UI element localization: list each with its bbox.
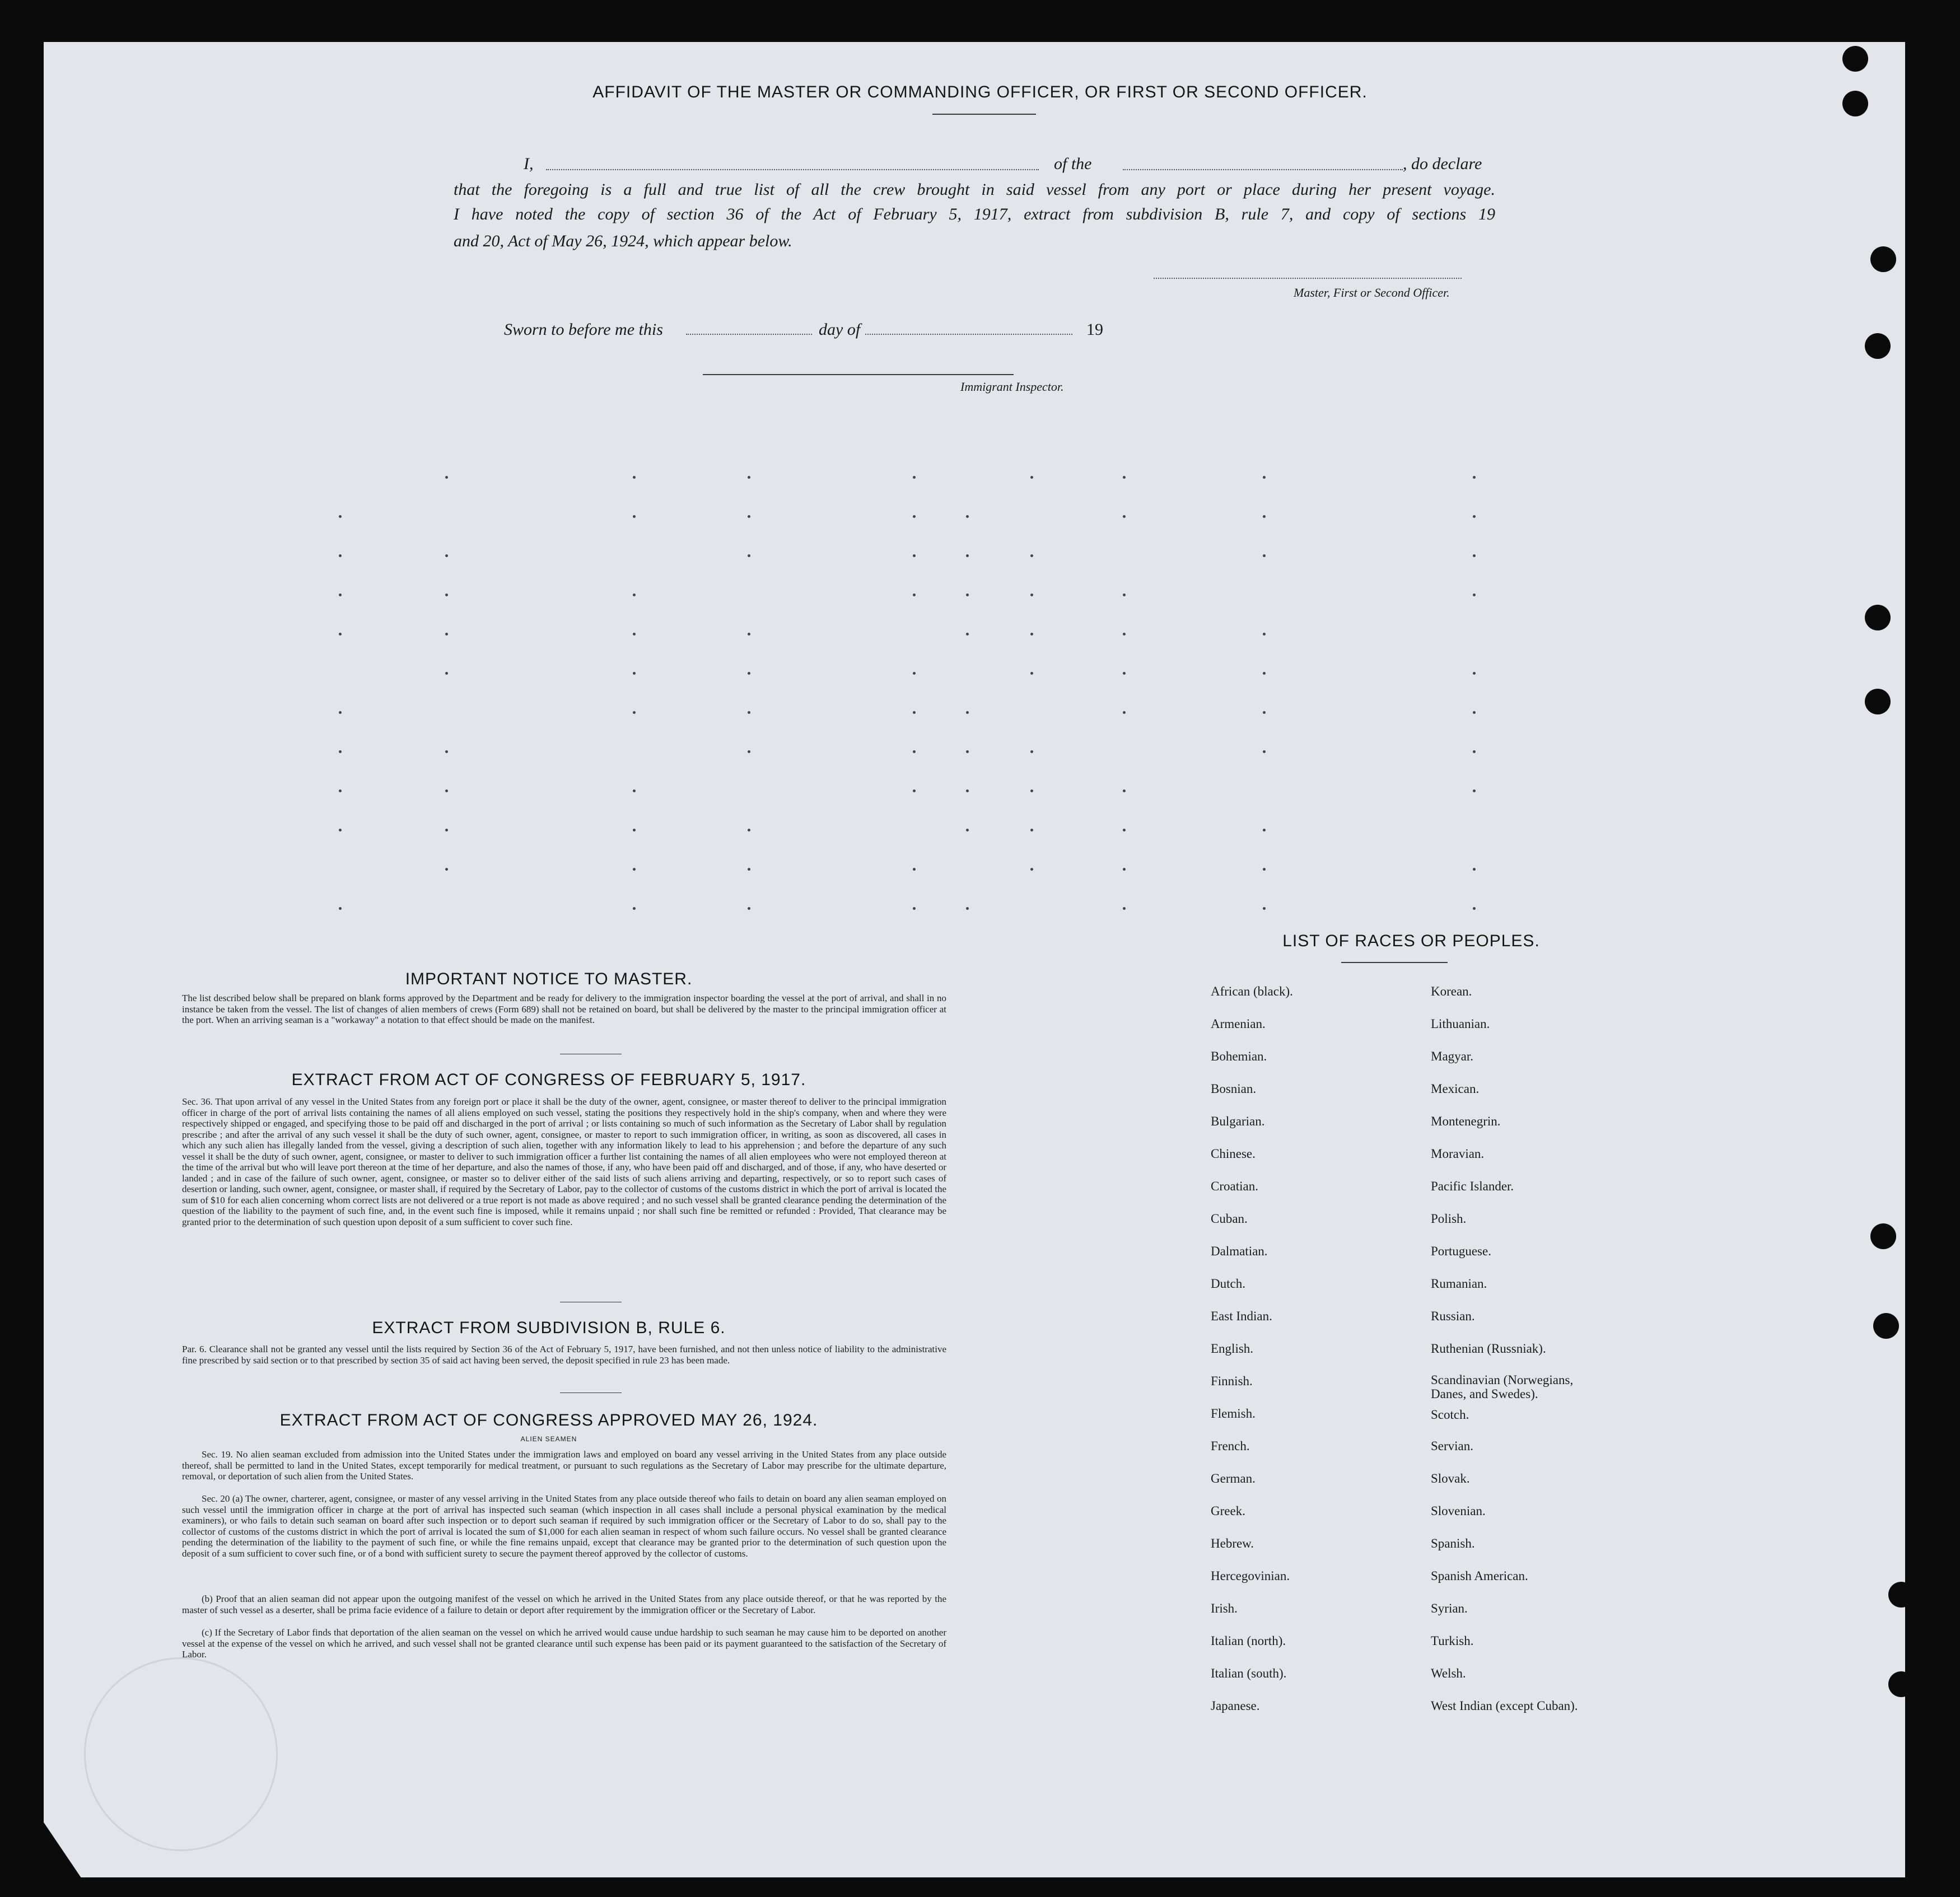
race-item: Dutch. (1211, 1277, 1245, 1291)
form-dot (966, 750, 969, 753)
form-dot (633, 907, 636, 910)
form-dot (1473, 907, 1476, 910)
form-dot (1263, 750, 1266, 753)
form-dot (1123, 907, 1126, 910)
race-item: Russian. (1431, 1309, 1475, 1323)
race-item: Scandinavian (Norwegians, Danes, and Swedes). (1431, 1373, 1574, 1401)
race-item: Servian. (1431, 1439, 1474, 1453)
affidavit-title: AFFIDAVIT OF THE MASTER OR COMMANDING OFFICER, OR FIRST OR SECOND OFFICER. (592, 83, 1368, 101)
form-dot (1473, 750, 1476, 753)
form-dot (966, 515, 969, 518)
day-fill-line[interactable] (686, 334, 812, 335)
month-fill-line[interactable] (865, 334, 1072, 335)
races-divider (1341, 962, 1448, 963)
race-item: Welsh. (1431, 1666, 1466, 1680)
form-dot (748, 554, 750, 557)
race-item: Italian (south). (1211, 1666, 1287, 1680)
race-item: Hercegovinian. (1211, 1569, 1290, 1583)
form-dot (1263, 515, 1266, 518)
form-dot (1263, 633, 1266, 636)
form-dot (633, 594, 636, 596)
affidavit-line-4: and 20, Act of May 26, 1924, which appear below. (454, 232, 792, 250)
extract-1917-body: Sec. 36. That upon arrival of any vessel in the United States from any foreign port or place it shall be the duty of the owner, agent, consignee, or master thereof to deliver to the principal immigration officer in charge of the port of arrival lists containing the names of all aliens employed on such vessel, stating the positions they respectively hold in the ship's company, when and where they were respectively shipped or engaged, and specifying those to be paid off and discharged in the port of arrival ; or lists containing so much of such information as the Secretary of Labor shall by regulation prescribe ; and after the arrival of any such vessel it shall be the duty of such owner, agent, consignee, or master to report to such immigration officer, in writing, as soon as discovered, all cases in which any such alien has illegally landed from the vessel, giving a description of such alien, together with any information likely to lead to his apprehension ; and before the departure of any such vessel it shall be the duty of such owner, agent, consignee, or master to deliver to such immigration officer a further list containing the names of all alien employees who were not employed thereon at the time of the arrival but who will leave port thereon at the time of her departure, and also the names of those, if any, who have been paid off and discharged, and of those, if any, who have deserted or landed ; and in case of the failure of such owner, agent, consignee, or master so to deliver either of the said lists of such aliens arriving and departing, respectively, or so to report such cases of desertion or landing, such owner, agent, consignee, or master shall, if required by the Secretary of Labor, pay to the collector of customs of the customs district in which the port of arrival is located the sum of $10 for each alien concerning whom correct lists are not delivered or a true report is not made as above required ; and no such vessel shall be granted clearance pending the determination of the question of the liability to the payment of such fine, and, in the event such fine is imposed, while it remains unpaid ; nor shall such fine be remitted or refunded : Provided, That clearance may be granted prior to the determination of such question upon deposit of a sum sufficient to cover such fine. (182, 1096, 946, 1227)
form-dot (913, 711, 916, 714)
punch-hole (1870, 246, 1896, 272)
form-dot (339, 750, 342, 753)
race-item: Greek. (1211, 1504, 1245, 1518)
form-dot (339, 711, 342, 714)
race-item: Flemish. (1211, 1407, 1256, 1421)
extract-1924-subtitle: ALIEN SEAMEN (520, 1435, 577, 1443)
signature-line[interactable] (1154, 278, 1462, 279)
race-item: Pacific Islander. (1431, 1179, 1514, 1193)
sworn-year: 19 (1086, 320, 1103, 339)
embossed-seal (84, 1657, 278, 1851)
race-item: Irish. (1211, 1601, 1238, 1615)
form-dot (748, 672, 750, 675)
form-dot (1030, 750, 1033, 753)
race-item: French. (1211, 1439, 1250, 1453)
form-dot (1473, 868, 1476, 871)
form-dot (1030, 829, 1033, 831)
form-dot (748, 907, 750, 910)
race-item: Hebrew. (1211, 1536, 1254, 1550)
form-dot (1263, 672, 1266, 675)
race-item: Bulgarian. (1211, 1114, 1265, 1128)
form-dot (1030, 554, 1033, 557)
form-dot (913, 907, 916, 910)
form-dot (913, 789, 916, 792)
form-dot (633, 711, 636, 714)
form-dot (445, 633, 448, 636)
race-item: German. (1211, 1471, 1256, 1485)
form-dot (966, 554, 969, 557)
form-dot (1123, 711, 1126, 714)
form-dot (339, 515, 342, 518)
race-item: Bosnian. (1211, 1082, 1257, 1096)
race-item: Montenegrin. (1431, 1114, 1501, 1128)
form-dot (633, 829, 636, 831)
form-dot (1123, 476, 1126, 479)
form-dot (1473, 554, 1476, 557)
race-item: Rumanian. (1431, 1277, 1487, 1291)
form-dot (1263, 868, 1266, 871)
form-dot (966, 907, 969, 910)
punch-hole (1865, 689, 1891, 714)
form-dot (1473, 594, 1476, 596)
form-dot (913, 554, 916, 557)
form-dot (913, 515, 916, 518)
notice-title: IMPORTANT NOTICE TO MASTER. (405, 970, 693, 988)
form-dot (445, 476, 448, 479)
form-dot (748, 829, 750, 831)
race-item: West Indian (except Cuban). (1431, 1699, 1578, 1713)
inspector-signature-line[interactable] (703, 374, 1014, 375)
form-dot (445, 672, 448, 675)
form-dot (748, 868, 750, 871)
race-item: Armenian. (1211, 1017, 1266, 1031)
inspector-label: Immigrant Inspector. (960, 380, 1064, 394)
form-dot (1123, 789, 1126, 792)
form-dot (1030, 789, 1033, 792)
form-dot (633, 633, 636, 636)
punch-hole (1888, 1671, 1914, 1697)
signature-label: Master, First or Second Officer. (1294, 286, 1450, 300)
race-item: Cuban. (1211, 1212, 1248, 1226)
race-item: Spanish. (1431, 1536, 1475, 1550)
race-item: Slovak. (1431, 1471, 1470, 1485)
form-dot (748, 633, 750, 636)
race-item: Turkish. (1431, 1634, 1474, 1648)
form-dot (445, 750, 448, 753)
punch-hole (1865, 333, 1891, 359)
affidavit-line-3: I have noted the copy of section 36 of the Act of February 5, 1917, extract from subdivision B, rule 7, and copy of sections 19 (454, 205, 1495, 223)
race-item: Finnish. (1211, 1374, 1253, 1388)
form-dot (748, 711, 750, 714)
form-dot (1473, 476, 1476, 479)
race-item: Spanish American. (1431, 1569, 1528, 1583)
form-dot (913, 672, 916, 675)
form-dot (1263, 711, 1266, 714)
sworn-day-of: day of (819, 320, 861, 339)
form-dot (1123, 868, 1126, 871)
form-dot (913, 868, 916, 871)
race-item: Korean. (1431, 984, 1472, 998)
form-dot (1123, 829, 1126, 831)
punch-hole (1873, 1313, 1899, 1339)
form-dot (445, 829, 448, 831)
vessel-fill-line[interactable] (1123, 169, 1403, 170)
form-dot (966, 711, 969, 714)
form-dot (1473, 789, 1476, 792)
extract-1924-sec20a: Sec. 20 (a) The owner, charterer, agent, consignee, or master of any vessel arriving in the United States from any place outside thereof who fails to detain on board any alien seaman employed on such vessel until the immigration officer in charge at the port of arrival has inspected such seaman (which inspection in all cases shall include a personal physical examination by the medical examiners), or who fails to detain such seaman on board after such inspection or to deport such seaman if required by such immigration officer or the Secretary of Labor to do so, shall pay to the collector of customs of the customs district in which the port of arrival is located the sum of $1,000 for each alien seaman in respect of whom such failure occurs. No vessel shall be granted clearance pending the determination of the liability to the payment of such fine, or while the fine remains unpaid, except that clearance may be granted prior to the determination of such question upon the deposit of a sum sufficient to cover such fine, or of a bond with sufficient surety to secure the payment thereof approved by the collector of customs. (182, 1493, 946, 1559)
races-title: LIST OF RACES OR PEOPLES. (1282, 932, 1540, 950)
punch-hole (1888, 1582, 1914, 1608)
race-item: Chinese. (1211, 1147, 1256, 1161)
form-dot (1263, 476, 1266, 479)
race-item: Scotch. (1431, 1408, 1469, 1422)
form-dot (445, 594, 448, 596)
affidavit-declare: , do declare (1403, 155, 1482, 173)
form-dot (339, 907, 342, 910)
race-item: Croatian. (1211, 1179, 1258, 1193)
affidavit-i: I, (524, 155, 534, 173)
extract-1924-sec20b: (b) Proof that an alien seaman did not appear upon the outgoing manifest of the vessel on which he arrived in the United States from any place outside thereof, or that he was reported by the master of such vessel as a deserter, shall be prima facie evidence of a failure to detain or deport after requirement by the immigration officer or the Secretary of Labor. (182, 1594, 946, 1615)
title-divider (932, 114, 1036, 115)
form-dot (633, 476, 636, 479)
form-dot (1030, 868, 1033, 871)
race-item: Japanese. (1211, 1699, 1260, 1713)
form-dot (1123, 594, 1126, 596)
form-dot (445, 789, 448, 792)
form-dot (1473, 515, 1476, 518)
form-dot (1123, 515, 1126, 518)
form-dot (1473, 711, 1476, 714)
name-fill-line[interactable] (546, 169, 1039, 170)
form-dot (339, 554, 342, 557)
form-dot (1473, 672, 1476, 675)
extract-1924-sec20c: (c) If the Secretary of Labor finds that deportation of the alien seaman on the vessel on which he arrived would cause undue hardship to such seaman he may cause him to be deported on another vessel at the expense of the vessel on which he arrived, and such vessel shall not be granted clearance until such expense has been paid or its payment guaranteed to the satisfaction of the Secretary of Labor. (182, 1627, 946, 1660)
form-dot (913, 750, 916, 753)
race-item: Italian (north). (1211, 1634, 1286, 1648)
form-dot (1263, 829, 1266, 831)
race-item: Lithuanian. (1431, 1017, 1490, 1031)
affidavit-of-the: of the (1054, 155, 1092, 173)
form-dot (1263, 554, 1266, 557)
race-item: Syrian. (1431, 1601, 1468, 1615)
form-dot (966, 633, 969, 636)
race-item: Magyar. (1431, 1049, 1474, 1063)
form-dot (633, 868, 636, 871)
extract-1924-title: EXTRACT FROM ACT OF CONGRESS APPROVED MAY 26, 1924. (279, 1411, 818, 1429)
form-dot (1263, 907, 1266, 910)
race-item: Mexican. (1431, 1082, 1480, 1096)
sworn-text: Sworn to before me this (504, 320, 663, 339)
form-dot (1030, 594, 1033, 596)
punch-hole (1842, 46, 1868, 72)
race-item: Dalmatian. (1211, 1244, 1268, 1258)
form-dot (445, 554, 448, 557)
form-dot (633, 672, 636, 675)
rule6-title: EXTRACT FROM SUBDIVISION B, RULE 6. (372, 1319, 726, 1337)
race-item: Polish. (1431, 1212, 1467, 1226)
form-dot (966, 829, 969, 831)
affidavit-line-2: that the foregoing is a full and true list of all the crew brought in said vessel from any port or place during her present voyage. (454, 180, 1495, 199)
form-dot (966, 789, 969, 792)
race-item: Ruthenian (Russniak). (1431, 1342, 1546, 1356)
race-item: Slovenian. (1431, 1504, 1486, 1518)
race-item: Moravian. (1431, 1147, 1485, 1161)
form-dot (445, 868, 448, 871)
extract-1917-title: EXTRACT FROM ACT OF CONGRESS OF FEBRUARY 5, 1917. (291, 1071, 806, 1089)
race-item: African (black). (1211, 984, 1293, 998)
form-dot (748, 750, 750, 753)
form-dot (633, 515, 636, 518)
form-dot (339, 633, 342, 636)
form-dot (1123, 633, 1126, 636)
form-dot (913, 594, 916, 596)
form-dot (339, 594, 342, 596)
race-item: Bohemian. (1211, 1049, 1267, 1063)
form-dot (913, 476, 916, 479)
rule6-body: Par. 6. Clearance shall not be granted any vessel until the lists required by Section 36 of the Act of February 5, 1917, have been furnished, and not then unless notice of liability to the administrative fine prescribed by said section or to that prescribed by section 35 of said act having been served, the deposit specified in rule 23 has been made. (182, 1344, 946, 1366)
form-dot (633, 789, 636, 792)
form-dot (966, 594, 969, 596)
form-dot (339, 829, 342, 831)
punch-hole (1870, 1223, 1896, 1249)
form-dot (1123, 672, 1126, 675)
form-dot (748, 515, 750, 518)
form-dot (1030, 633, 1033, 636)
race-item: English. (1211, 1342, 1254, 1356)
race-item: East Indian. (1211, 1309, 1272, 1323)
form-dot (1030, 672, 1033, 675)
extract-1924-sec19: Sec. 19. No alien seaman excluded from admission into the United States under the immigration laws and employed on board any vessel arriving in the United States from any place outside thereof, shall be permitted to land in the United States, except temporarily for medical treatment, or pursuant to such regulations as the Secretary of Labor may prescribe for the ultimate departure, removal, or deportation of such alien from the United States. (182, 1449, 946, 1482)
punch-hole (1865, 605, 1891, 630)
form-dot (1030, 476, 1033, 479)
form-dot (339, 789, 342, 792)
form-dot (748, 476, 750, 479)
notice-body: The list described below shall be prepared on blank forms approved by the Department and be ready for delivery to the immigration inspector boarding the vessel at the port of arrival, and shall in no instance be taken from the vessel. The list of changes of alien members of crews (Form 689) shall not be retained on board, but shall be delivered by the master to the principal immigration officer at the port. When an arriving seaman is a "workaway" a notation to that effect should be made on the manifest. (182, 993, 946, 1025)
race-item: Portuguese. (1431, 1244, 1491, 1258)
